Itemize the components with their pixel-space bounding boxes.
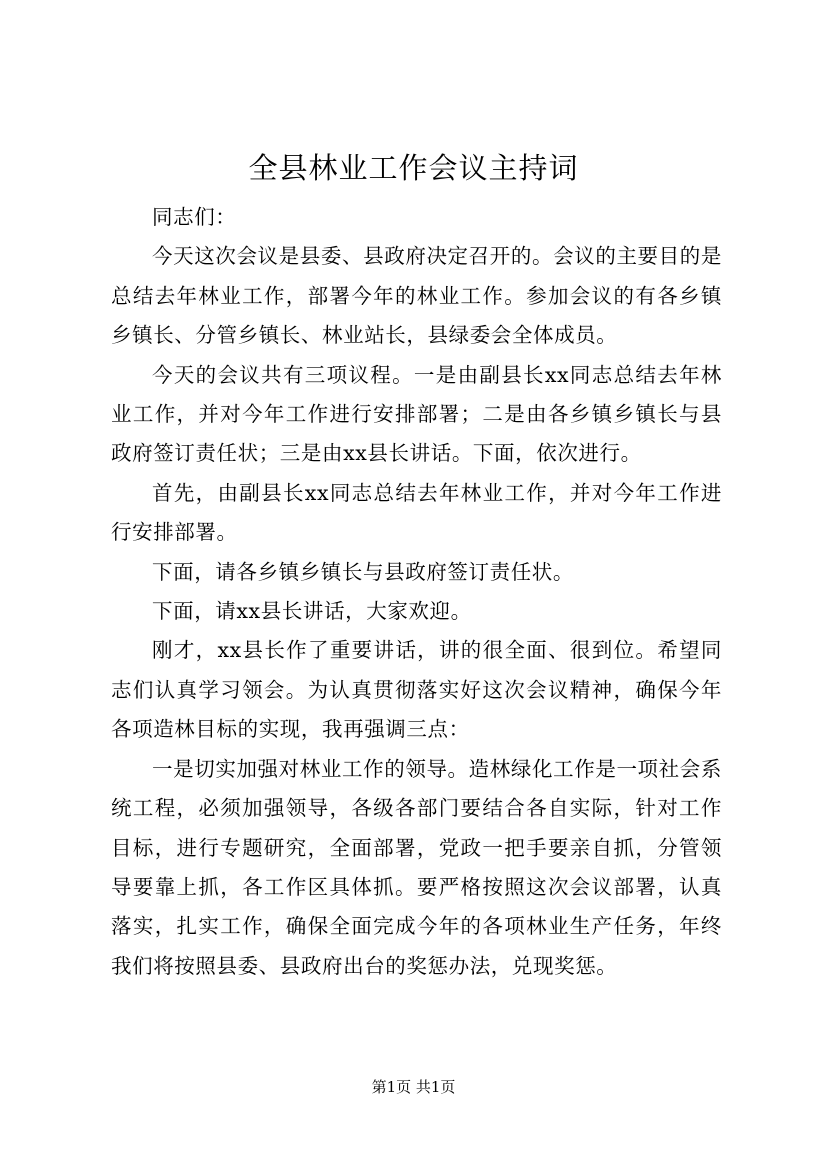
- paragraph-summary: 刚才，xx县长作了重要讲话，讲的很全面、很到位。希望同志们认真学习领会。为认真贯彻落实好这次会议精神，确保今年各项造林目标的实现，我再强调三点：: [111, 638, 722, 742]
- paragraph-meeting-purpose: 今天这次会议是县委、县政府决定召开的。会议的主要目的是总结去年林业工作，部署今年的林业工作。参加会议的有各乡镇乡镇长、分管乡镇长、林业站长，县绿委会全体成员。: [111, 244, 722, 348]
- paragraph-salutation: 同志们：: [152, 205, 237, 229]
- paragraph-agenda: 今天的会议共有三项议程。一是由副县长xx同志总结去年林业工作，并对今年工作进行安排部署；二是由各乡镇乡镇长与县政府签订责任状；三是由xx县长讲话。下面，依次进行。: [111, 362, 722, 466]
- document-title: 全县林业工作会议主持词: [248, 151, 579, 185]
- paragraph-second-item: 下面，请各乡镇乡镇长与县政府签订责任状。: [152, 559, 574, 584]
- document-body: [111, 198, 722, 986]
- paragraph-third-item: 下面，请xx县长讲话，大家欢迎。: [152, 599, 472, 624]
- paragraph-point-one: 一是切实加强对林业工作的领导。造林绿化工作是一项社会系统工程，必须加强领导，各级各部门要结合各自实际，针对工作目标，进行专题研究，全面部署，党政一把手要亲自抓，分管领导要靠上抓，各工作区具体抓。要严格按照这次会议部署，认真落实，扎实工作，确保全面完成今年的各项林业生产任务，年终我们将按照县委、县政府出台的奖惩办法，兑现奖惩。: [111, 756, 722, 978]
- paragraph-first-item: 首先，由副县长xx同志总结去年林业工作，并对今年工作进行安排部署。: [111, 480, 722, 545]
- page-number-footer: 第1页 共1页: [371, 1078, 456, 1096]
